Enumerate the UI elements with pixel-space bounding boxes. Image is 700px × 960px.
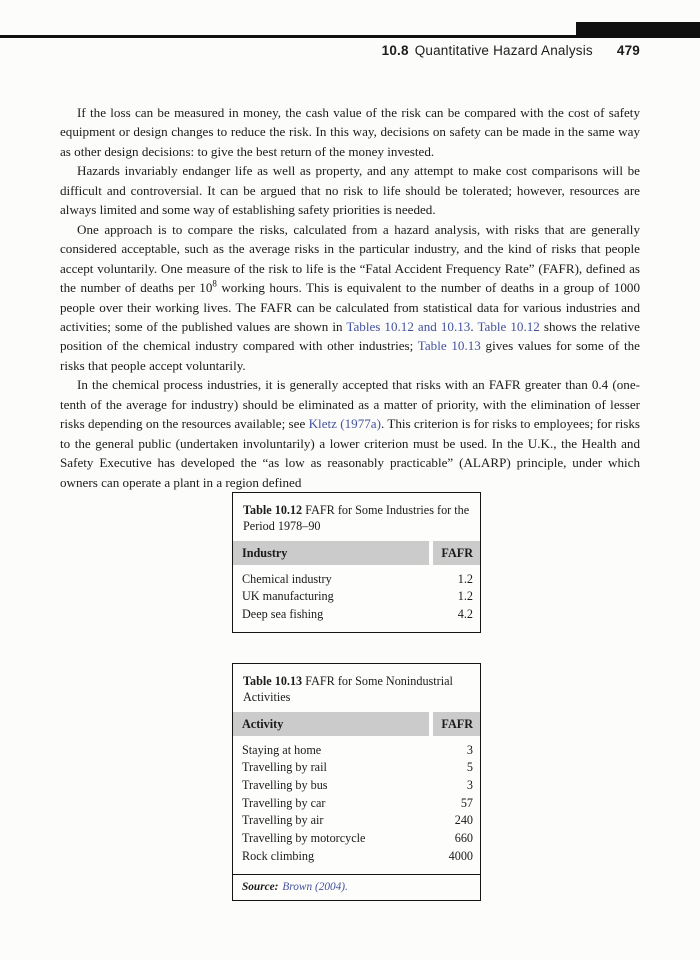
paragraph <box>60 161 640 219</box>
cross-reference-link[interactable]: Table 10.13 <box>417 338 481 354</box>
row-label: UK manufacturing <box>242 589 334 604</box>
cross-reference-link[interactable]: Table 10.12 <box>477 318 540 334</box>
table-caption-text: FAFR for Some Industries for the Period 1978–90 <box>243 503 470 534</box>
source-label: Source: <box>242 880 279 893</box>
section-number: 10.8 <box>381 43 409 58</box>
row-value: 1.2 <box>457 571 473 586</box>
row-value: 5 <box>466 760 473 775</box>
row-label: Travelling by air <box>242 813 324 828</box>
row-label: Chemical industry <box>242 571 332 586</box>
table-body <box>233 565 480 632</box>
paragraph <box>60 220 640 376</box>
table-source <box>233 874 480 900</box>
paragraph <box>60 103 640 161</box>
table-row <box>233 742 480 760</box>
table-row <box>233 795 480 813</box>
text-segment: gives values for some of the risks that people accept voluntarily. <box>60 338 640 373</box>
table-header-row <box>233 541 480 565</box>
table-row <box>233 588 480 606</box>
row-value: 57 <box>460 795 473 810</box>
body-text <box>60 103 640 492</box>
row-value: 4000 <box>448 848 473 863</box>
row-label: Travelling by motorcycle <box>242 831 366 846</box>
page-number: 479 <box>616 43 640 58</box>
text-segment: One approach is to compare the risks, calculated from a hazard analysis, with risks that are generally considered acceptable, such as the average risks in the particular industry, and the kind of risks that people accept voluntarily. One measure of the risk to life is the “Fatal Accident Frequency Rate” (FAFR), defined as the number of deaths per 10 <box>60 221 640 296</box>
table-row <box>233 830 480 848</box>
text-segment: Hazards invariably endanger life as well as property, and any attempt to make cost comparisons will be difficult and controversial. It can be argued that no risk to life should be tolerated; however, resources are always limited and some way of establishing safety priorities is needed. <box>60 163 640 218</box>
row-value: 4.2 <box>457 607 473 621</box>
paragraph <box>60 375 640 492</box>
column-header-fafr: FAFR <box>433 712 480 736</box>
table-caption-number: Table 10.13 <box>243 674 303 688</box>
table-row <box>233 759 480 777</box>
cross-reference-link[interactable]: Tables 10.12 and 10.13 <box>346 318 471 334</box>
row-label: Deep sea fishing <box>242 607 324 621</box>
row-value: 660 <box>454 831 473 846</box>
text-segment: working hours. This is equivalent to the number of deaths in a group of 1000 people over their working lives. The FAFR can be calculated from statistical data for various industries and activities; some of the published values are shown in <box>60 280 640 334</box>
row-label: Travelling by car <box>242 795 326 810</box>
table-header-row <box>233 712 480 736</box>
section-title: Quantitative Hazard Analysis <box>414 43 593 58</box>
table-10-12 <box>232 492 481 633</box>
column-header-activity: Activity <box>233 712 429 736</box>
row-value: 3 <box>466 742 473 757</box>
table-caption <box>233 493 480 541</box>
row-value: 3 <box>466 778 473 792</box>
row-value: 240 <box>454 813 473 828</box>
row-value: 1.2 <box>457 589 473 604</box>
text-segment: If the loss can be measured in money, the cash value of the risk can be compared with the cost of safety equipment or design changes to reduce the risk. In this way, decisions on safety can be made in the same way as other design decisions: to give the best return of the money invested. <box>60 105 640 159</box>
table-row <box>233 777 480 795</box>
table-body <box>233 736 480 874</box>
table-row <box>233 812 480 830</box>
source-link[interactable]: Brown (2004). <box>282 880 348 893</box>
table-row <box>233 848 480 866</box>
text-segment: In the chemical process industries, it is generally accepted that risks with an FAFR greater than 0.4 (one-tenth of the average for industry) should be eliminated as a matter of priority, with the elimination of lesser risks depending on the resources available; see <box>60 377 640 432</box>
text-segment: . <box>470 318 478 334</box>
table-caption-number: Table 10.12 <box>243 503 303 517</box>
running-header <box>382 43 640 58</box>
superscript: 8 <box>212 278 217 289</box>
column-header-industry: Industry <box>233 541 429 565</box>
text-segment: shows the relative position of the chemical industry compared with other industries; <box>60 318 640 354</box>
header-corner-bar <box>576 22 700 37</box>
cross-reference-link[interactable]: Kletz (1977a) <box>308 416 381 432</box>
table-10-13 <box>232 663 481 901</box>
text-segment: . This criterion is for risks to employees; for risks to the general public (undertaken involuntarily) a lower criterion must be used. In the U.K., the Health and Safety Executive has developed the “as low as reasonably practicable” (ALARP) principle, under which owners can operate a plant in a region defined <box>60 416 640 490</box>
row-label: Rock climbing <box>242 848 315 863</box>
row-label: Travelling by bus <box>242 778 328 792</box>
row-label: Travelling by rail <box>242 760 327 775</box>
table-caption-text: FAFR for Some Nonindustrial Activities <box>243 674 453 705</box>
table-row <box>233 606 480 624</box>
column-header-fafr: FAFR <box>433 541 480 565</box>
row-label: Staying at home <box>242 742 322 757</box>
table-caption <box>233 664 480 712</box>
table-row <box>233 571 480 589</box>
